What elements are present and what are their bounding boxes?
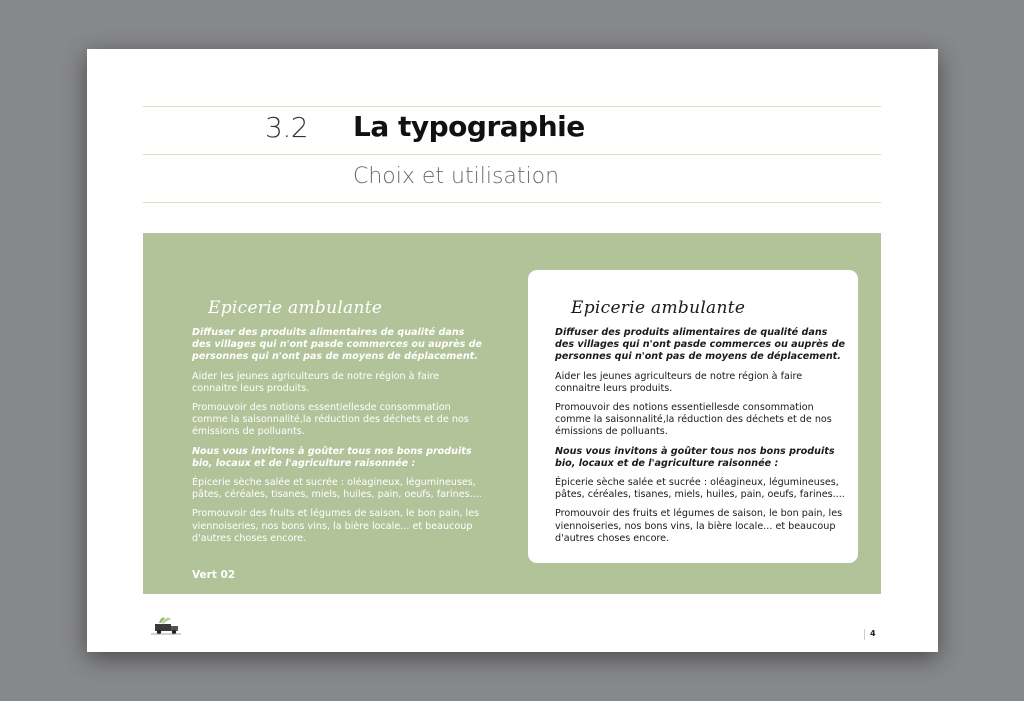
section-number: 3.2: [265, 111, 309, 144]
sample-paragraph: Promouvoir des fruits et légumes de saison, le bon pain, les viennoiseries, nos bons vins, la bière locale... et beaucoup d'autres choses encore.: [192, 508, 480, 544]
section-title: La typographie: [353, 110, 585, 143]
sample-paragraph-lead: Nous vous invitons à goûter tous nos bons produits bio, locaux et de l'agriculture raisonnée :: [555, 445, 835, 469]
sample-paragraph: Aider les jeunes agriculteurs de notre région à faire connaitre leurs produits.: [192, 370, 440, 394]
header-rule-middle: [143, 154, 881, 155]
sample-paragraph-lead: Diffuser des produits alimentaires de qualité dans des villages qui n'ont pasde commerces ou auprès de personnes qui n'ont pas de moyens de déplacement.: [192, 327, 482, 363]
sample-paragraph: Promouvoir des notions essentiellesde consommation comme la saisonnalité,la réduction des déchets et de nos émissions de polluants.: [192, 402, 469, 438]
sample-paragraph: Épicerie sèche salée et sucrée : oléagineux, légumineuses, pâtes, céréales, tisanes, miels, huiles, pain, oeufs, farines....: [555, 477, 845, 501]
sample-paragraph: Aider les jeunes agriculteurs de notre région à faire connaitre leurs produits.: [555, 370, 803, 394]
sample-paragraph: Épicerie sèche salée et sucrée : oléagineux, légumineuses, pâtes, céréales, tisanes, miels, huiles, pain, oeufs, farines....: [192, 477, 482, 501]
text-sample-on-green: [192, 297, 482, 552]
green-color-panel: [143, 233, 881, 594]
sample-paragraph-lead: Diffuser des produits alimentaires de qualité dans des villages qui n'ont pasde commerces ou auprès de personnes qui n'ont pas de moyens de déplacement.: [555, 327, 845, 363]
header-rule-top: [143, 106, 881, 107]
section-subtitle: Choix et utilisation: [353, 164, 560, 189]
sample-paragraph: Promouvoir des fruits et légumes de saison, le bon pain, les viennoiseries, nos bons vins, la bière locale... et beaucoup d'autres choses encore.: [555, 508, 843, 544]
header-rule-bottom: [143, 202, 881, 203]
text-sample-on-white: [555, 297, 845, 552]
sample-paragraph-lead: Nous vous invitons à goûter tous nos bons produits bio, locaux et de l'agriculture raisonnée :: [192, 445, 472, 469]
color-name-label: Vert 02: [192, 569, 236, 581]
truck-logo-icon: [149, 614, 183, 638]
white-card: [528, 270, 858, 563]
sample-title: Epicerie ambulante: [208, 298, 383, 318]
page-number: 4: [870, 629, 876, 638]
sample-title: Epicerie ambulante: [571, 298, 746, 318]
sample-paragraph: Promouvoir des notions essentiellesde consommation comme la saisonnalité,la réduction des déchets et de nos émissions de polluants.: [555, 402, 832, 438]
document-page: [87, 49, 938, 652]
page-number-separator: [864, 629, 865, 640]
